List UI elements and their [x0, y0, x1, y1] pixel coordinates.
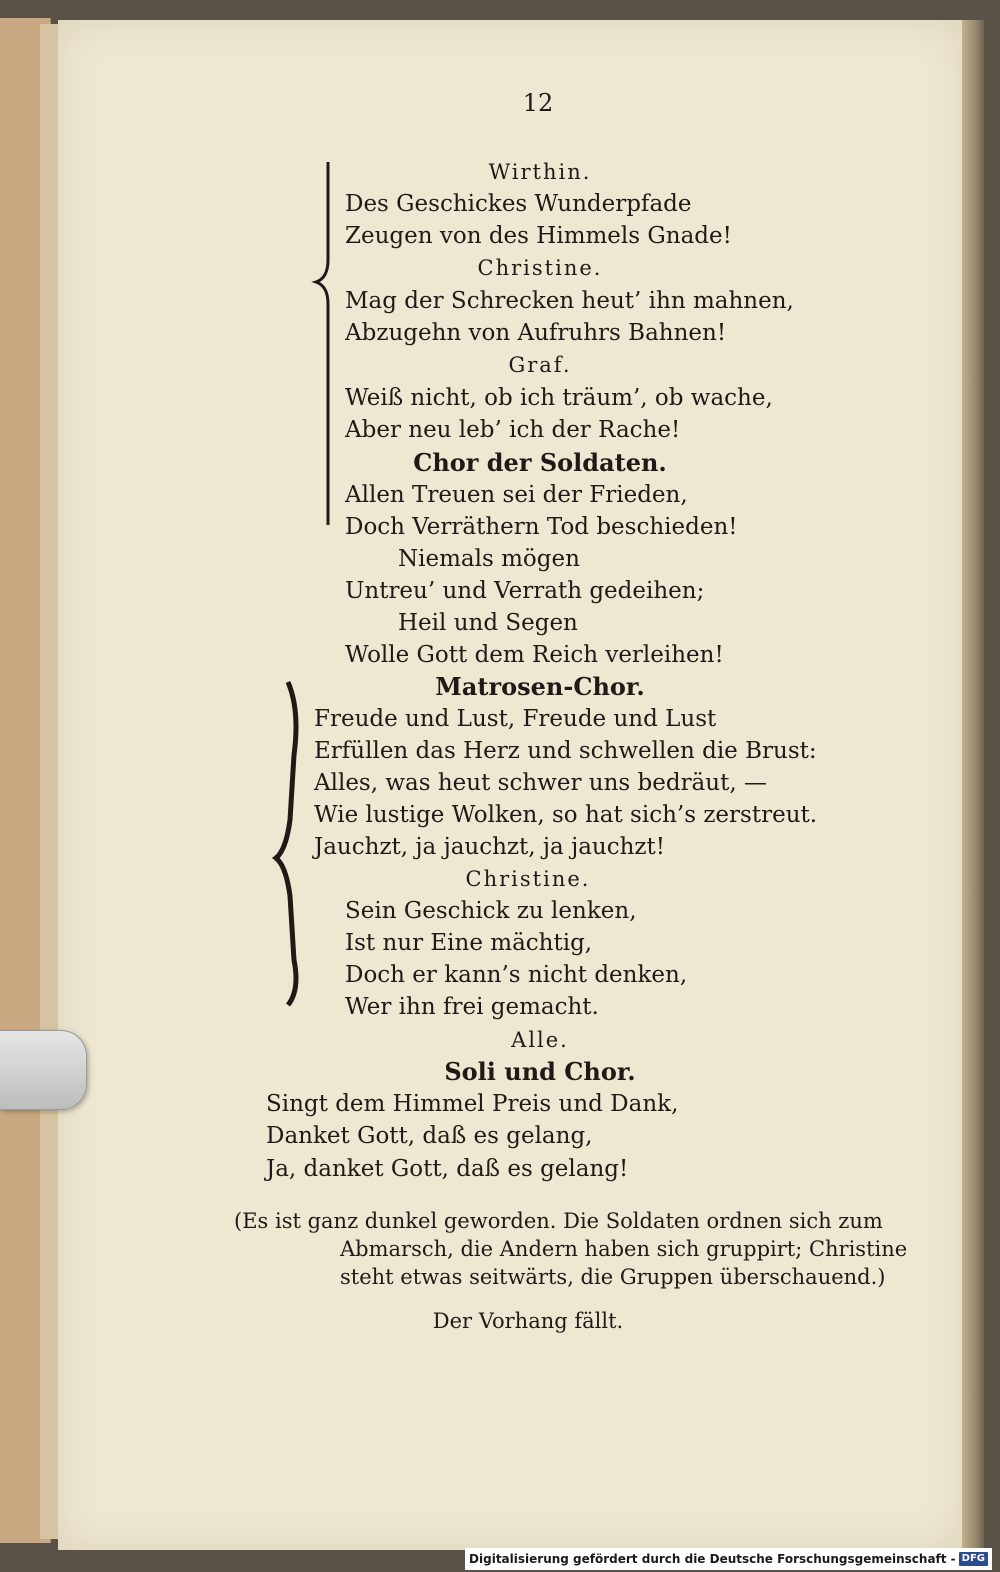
speaker-label: Wirthin.	[488, 160, 592, 184]
verse-line: Abzugehn von Aufruhrs Bahnen!	[345, 320, 727, 346]
verse-line: Des Geschickes Wunderpfade	[345, 191, 692, 217]
speaker-label: Christine.	[477, 256, 603, 280]
verse-line: Jauchzt, ja jauchzt, ja jauchzt!	[314, 834, 666, 860]
verse-line: Ja, danket Gott, daß es gelang!	[266, 1156, 629, 1182]
page-fore-edge	[962, 20, 984, 1550]
verse-line: Wer ihn frei gemacht.	[345, 994, 599, 1020]
bracket-upper	[316, 162, 328, 525]
curtain-note: Der Vorhang fällt.	[432, 1309, 624, 1333]
page-number: 12	[522, 89, 554, 117]
bracket-lower	[276, 682, 296, 1005]
page-clip	[0, 1030, 87, 1110]
verse-line: Sein Geschick zu lenken,	[345, 898, 637, 924]
stage-direction: (Es ist ganz dunkel geworden. Die Soldaten ordnen sich zum	[234, 1209, 883, 1233]
section-heading: Chor der Soldaten.	[413, 448, 667, 477]
verse-line: Doch er kann’s nicht denken,	[345, 962, 688, 988]
verse-line: Aber neu leb’ ich der Rache!	[345, 417, 681, 443]
verse-line: Wolle Gott dem Reich verleihen!	[345, 642, 724, 668]
verse-line: Ist nur Eine mächtig,	[345, 930, 593, 956]
stage-direction: Abmarsch, die Andern haben sich gruppirt; Christine	[340, 1237, 908, 1261]
stage-direction: steht etwas seitwärts, die Gruppen überschauend.)	[340, 1265, 886, 1289]
verse-line: Danket Gott, daß es gelang,	[266, 1123, 593, 1149]
verse-line: Freude und Lust, Freude und Lust	[314, 706, 717, 732]
verse-line: Doch Verräthern Tod beschieden!	[345, 514, 738, 540]
verse-line: Allen Treuen sei der Frieden,	[345, 482, 688, 508]
speaker-label: Graf.	[508, 353, 572, 377]
verse-line: Erfüllen das Herz und schwellen die Brust:	[314, 738, 817, 764]
verse-line: Wie lustige Wolken, so hat sich’s zerstreut.	[314, 802, 818, 828]
verse-line: Zeugen von des Himmels Gnade!	[345, 223, 732, 249]
section-heading: Matrosen-Chor.	[435, 672, 645, 701]
verse-line: Singt dem Himmel Preis und Dank,	[266, 1091, 679, 1117]
section-heading: Soli und Chor.	[444, 1057, 636, 1086]
verse-line: Weiß nicht, ob ich träum’, ob wache,	[345, 385, 773, 411]
verse-line: Heil und Segen	[398, 610, 578, 636]
verse-line: Alles, was heut schwer uns bedräut, —	[314, 770, 767, 796]
book-page	[58, 20, 964, 1550]
digitization-credit	[465, 1548, 992, 1570]
verse-line: Untreu’ und Verrath gedeihen;	[345, 578, 705, 604]
speaker-label: Christine.	[465, 867, 591, 891]
dfg-logo: DFG	[959, 1552, 988, 1566]
verse-line: Mag der Schrecken heut’ ihn mahnen,	[345, 288, 794, 314]
credit-text: Digitalisierung gefördert durch die Deutsche Forschungsgemeinschaft -	[469, 1552, 956, 1566]
verse-line: Niemals mögen	[398, 546, 580, 572]
speaker-label: Alle.	[511, 1028, 569, 1052]
